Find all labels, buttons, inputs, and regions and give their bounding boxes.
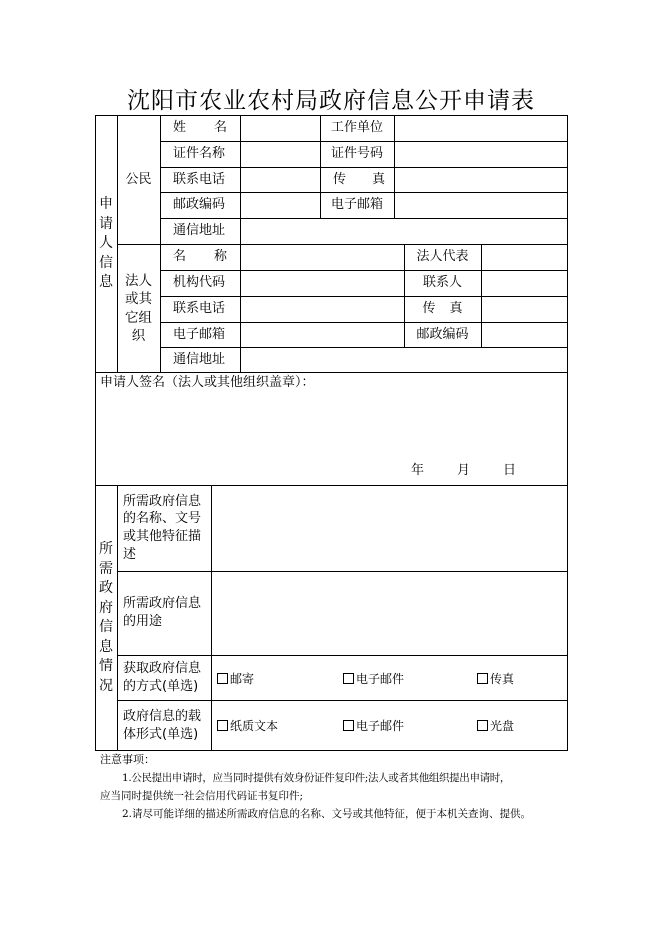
form-option-disc[interactable]: 光盘 bbox=[477, 717, 514, 733]
citizen-address-label: 通信地址 bbox=[173, 223, 226, 239]
checkbox-icon bbox=[217, 720, 228, 731]
citizen-work-unit-input[interactable] bbox=[394, 115, 568, 141]
applicant-section-label: 申请人信息 bbox=[99, 196, 113, 291]
notes-item1-line2: 应当同时提供统一社会信用代码证书复印件; bbox=[100, 790, 304, 802]
org-contact-input[interactable] bbox=[481, 270, 568, 296]
org-fax-input[interactable] bbox=[481, 296, 568, 322]
org-address-input[interactable] bbox=[240, 347, 568, 373]
notes-heading: 注意事项： bbox=[100, 753, 155, 766]
org-email-input[interactable] bbox=[240, 322, 404, 347]
signature-year: 年 bbox=[411, 463, 425, 479]
citizen-phone-label: 联系电话 bbox=[173, 171, 226, 187]
citizen-name-label: 姓 名 bbox=[173, 120, 227, 136]
signature-day: 日 bbox=[503, 463, 517, 479]
checkbox-icon bbox=[343, 720, 354, 731]
org-contact-label: 联系人 bbox=[422, 275, 462, 291]
checkbox-icon bbox=[477, 720, 488, 731]
org-phone-input[interactable] bbox=[240, 296, 404, 322]
org-legal-rep-input[interactable] bbox=[481, 244, 568, 270]
method-option-fax[interactable]: 传真 bbox=[477, 670, 514, 686]
org-postcode-input[interactable] bbox=[481, 322, 568, 347]
citizen-fax-input[interactable] bbox=[394, 167, 568, 192]
citizen-phone-input[interactable] bbox=[240, 167, 320, 192]
org-fax-label: 传 真 bbox=[422, 301, 463, 317]
org-name-label: 名 称 bbox=[173, 249, 227, 265]
citizen-id-number-label: 证件号码 bbox=[330, 146, 383, 162]
org-name-input[interactable] bbox=[240, 244, 404, 270]
method-option-email[interactable]: 电子邮件 bbox=[343, 670, 404, 686]
org-code-label: 机构代码 bbox=[173, 275, 226, 291]
checkbox-icon bbox=[477, 673, 488, 684]
citizen-email-input[interactable] bbox=[394, 192, 568, 218]
org-phone-label: 联系电话 bbox=[173, 301, 226, 317]
org-email-label: 电子邮箱 bbox=[173, 326, 226, 342]
org-label: 法人或其它组织 bbox=[125, 273, 152, 344]
info-desc-input[interactable] bbox=[211, 485, 568, 571]
notes bbox=[100, 751, 570, 823]
form-title: 沈阳市农业农村局政府信息公开申请表 bbox=[127, 88, 535, 114]
citizen-address-input[interactable] bbox=[240, 218, 568, 244]
method-option-mail[interactable]: 邮寄 bbox=[217, 670, 254, 686]
org-postcode-label: 邮政编码 bbox=[416, 326, 469, 342]
signature-label: 申请人签名（法人或其他组织盖章）： bbox=[100, 375, 315, 391]
info-section-label: 所需政府信息情况 bbox=[99, 541, 113, 694]
citizen-postcode-input[interactable] bbox=[240, 192, 320, 218]
checkbox-icon bbox=[217, 673, 228, 684]
citizen-id-type-input[interactable] bbox=[240, 141, 320, 167]
info-use-label: 所需政府信息的用途 bbox=[123, 596, 202, 629]
citizen-email-label: 电子邮箱 bbox=[330, 197, 383, 213]
org-address-label: 通信地址 bbox=[173, 352, 226, 368]
citizen-postcode-label: 邮政编码 bbox=[173, 197, 226, 213]
info-desc-label: 所需政府信息的名称、文号或其他特征描述 bbox=[123, 493, 202, 562]
form-option-paper[interactable]: 纸质文本 bbox=[217, 717, 278, 733]
info-method-label: 获取政府信息的方式(单选) bbox=[123, 660, 202, 694]
notes-item2: 2.请尽可能详细的描述所需政府信息的名称、文号或其他特征，便于本机关查询、提供。 bbox=[122, 808, 532, 820]
citizen-work-unit-label: 工作单位 bbox=[330, 120, 383, 136]
form-option-email[interactable]: 电子邮件 bbox=[343, 717, 404, 733]
info-form-label: 政府信息的载体形式(单选) bbox=[123, 708, 202, 742]
citizen-label: 公民 bbox=[125, 171, 152, 187]
citizen-id-number-input[interactable] bbox=[394, 141, 568, 167]
info-use-input[interactable] bbox=[211, 571, 568, 655]
checkbox-icon bbox=[343, 673, 354, 684]
notes-item1-line1: 1.公民提出申请时，应当同时提供有效身份证件复印件;法人或者其他组织提出申请时， bbox=[122, 772, 511, 784]
citizen-id-type-label: 证件名称 bbox=[173, 146, 226, 162]
org-legal-rep-label: 法人代表 bbox=[416, 249, 469, 265]
citizen-name-input[interactable] bbox=[240, 115, 320, 141]
signature-month: 月 bbox=[457, 463, 471, 479]
citizen-fax-label: 传 真 bbox=[333, 171, 385, 187]
org-code-input[interactable] bbox=[240, 270, 404, 296]
